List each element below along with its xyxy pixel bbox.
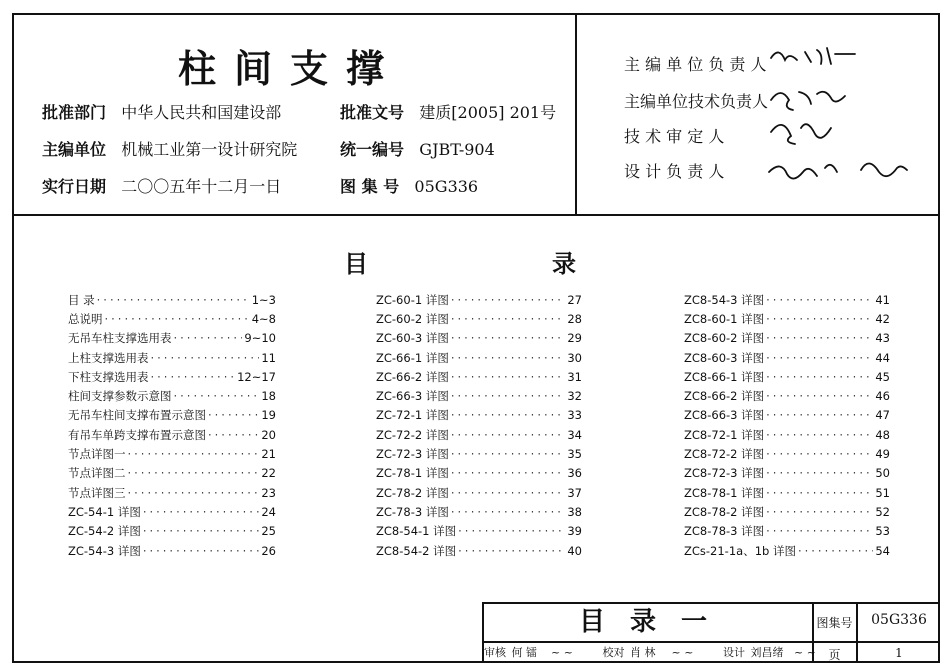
toc-entry-name: ZC8-54-1 详图 xyxy=(376,524,457,539)
role-name: 刘昌绪 xyxy=(750,646,784,659)
toc-entry-name: ZC-78-3 详图 xyxy=(376,504,449,519)
toc-entry-name: 节点详图二 xyxy=(68,466,126,481)
toc-entry-page: 33 xyxy=(567,408,582,423)
signature-row xyxy=(624,89,768,112)
toc-entry-name: 总说明 xyxy=(68,311,103,326)
toc-entry xyxy=(684,386,890,405)
toc-leader-dots xyxy=(766,370,873,384)
toc-entry xyxy=(68,406,276,425)
toc-entry-name: ZC-60-2 详图 xyxy=(376,311,449,326)
role-label: 设计 xyxy=(723,646,745,659)
toc-leader-dots xyxy=(208,408,259,422)
toc-entry xyxy=(68,541,276,560)
toc-entry-page: 53 xyxy=(875,524,890,539)
info-row-unified-no xyxy=(340,137,495,160)
toc-entry-page: 54 xyxy=(875,543,890,558)
toc-entry-page: 40 xyxy=(567,543,582,558)
role-name: 肖 林 xyxy=(630,646,656,659)
toc-entry-page: 4~8 xyxy=(251,311,276,326)
toc-entry xyxy=(376,290,582,309)
signature-role: 设 计 负 责 人 xyxy=(624,162,725,181)
toc-entry-page: 35 xyxy=(567,447,582,462)
toc-entry-name: ZC-72-1 详图 xyxy=(376,408,449,423)
toc-entry-name: 节点详图三 xyxy=(68,485,126,500)
toc-entry-name: ZC-72-2 详图 xyxy=(376,427,449,442)
info-value: 建质[2005] 201号 xyxy=(419,103,557,122)
role-signature-scribble: ~ ~ xyxy=(794,646,816,659)
toc-entry-page: 43 xyxy=(875,331,890,346)
toc-entry-name: ZC-78-1 详图 xyxy=(376,466,449,481)
toc-entry xyxy=(68,444,276,463)
info-key: 统一编号 xyxy=(340,140,405,159)
toc-entry xyxy=(68,309,276,328)
toc-entry-page: 32 xyxy=(567,389,582,404)
toc-entry-page: 24 xyxy=(261,504,276,519)
toc-leader-dots xyxy=(451,428,566,442)
title-block xyxy=(482,602,940,663)
toc-entry-page: 51 xyxy=(875,485,890,500)
info-key: 图 集 号 xyxy=(340,177,400,196)
toc-leader-dots xyxy=(128,486,260,500)
toc-entry-page: 19 xyxy=(261,408,276,423)
toc-entry-name: ZC8-60-1 详图 xyxy=(684,311,765,326)
toc-entry-name: 无吊车柱支撑选用表 xyxy=(68,331,172,346)
toc-leader-dots xyxy=(451,331,566,345)
toc-entry-page: 21 xyxy=(261,447,276,462)
toc-leader-dots xyxy=(458,544,565,558)
toc-entry xyxy=(68,425,276,444)
toc-entry xyxy=(376,406,582,425)
toc-entry-page: 27 xyxy=(567,292,582,307)
toc-entry-name: 上柱支撑选用表 xyxy=(68,350,149,365)
toc-leader-dots xyxy=(143,505,260,519)
toc-entry-name: 目 录 xyxy=(68,292,95,307)
toc-entry xyxy=(68,290,276,309)
toc-entry-name: ZC8-72-1 详图 xyxy=(684,427,765,442)
toc-leader-dots xyxy=(766,447,873,461)
toc-leader-dots xyxy=(766,486,873,500)
toc-leader-dots xyxy=(451,466,566,480)
toc-entry xyxy=(376,444,582,463)
toc-entry-page: 46 xyxy=(875,389,890,404)
toc-leader-dots xyxy=(105,312,250,326)
page-label: 页 xyxy=(828,648,841,662)
toc-entry xyxy=(68,483,276,502)
toc-leader-dots xyxy=(766,312,873,326)
toc-entry-name: ZC8-54-2 详图 xyxy=(376,543,457,558)
toc-entry-name: ZC-66-1 详图 xyxy=(376,350,449,365)
toc-entry-page: 30 xyxy=(567,350,582,365)
toc-leader-dots xyxy=(143,524,260,538)
toc-entry-name: 柱间支撑参数示意图 xyxy=(68,389,172,404)
toc-entry xyxy=(68,367,276,386)
toc-entry-name: ZC8-72-2 详图 xyxy=(684,447,765,462)
toc-entry-page: 41 xyxy=(875,292,890,307)
toc-leader-dots xyxy=(451,312,566,326)
toc-leader-dots xyxy=(451,505,566,519)
role-signature-scribble: ~ ~ xyxy=(551,646,573,659)
toc-leader-dots xyxy=(451,486,566,500)
toc-entry-page: 12~17 xyxy=(237,369,276,384)
toc-entry-name: ZC8-78-3 详图 xyxy=(684,524,765,539)
toc-entry xyxy=(376,502,582,521)
toc-entry-name: ZC-72-3 详图 xyxy=(376,447,449,462)
signature-role: 主 编 单 位 负 责 人 xyxy=(624,55,767,74)
toc-leader-dots xyxy=(128,466,260,480)
toc-entry xyxy=(376,425,582,444)
toc-entry-name: ZC8-72-3 详图 xyxy=(684,466,765,481)
info-value: 二〇〇五年十二月一日 xyxy=(121,177,282,196)
toc-entry xyxy=(684,348,890,367)
toc-entry xyxy=(684,464,890,483)
toc-column-2 xyxy=(376,290,582,560)
toc-entry xyxy=(684,329,890,348)
info-row-atlas-no xyxy=(340,174,478,197)
toc-leader-dots xyxy=(766,351,873,365)
toc-leader-dots xyxy=(151,351,260,365)
role-label: 审核 xyxy=(484,646,506,659)
toc-entry-page: 26 xyxy=(261,543,276,558)
toc-leader-dots xyxy=(458,524,565,538)
toc-entry-page: 38 xyxy=(567,504,582,519)
toc-entry-page: 25 xyxy=(261,524,276,539)
toc-entry xyxy=(68,522,276,541)
signature-role: 技 术 审 定 人 xyxy=(624,127,725,146)
toc-entry-page: 49 xyxy=(875,447,890,462)
toc-leader-dots xyxy=(798,544,873,558)
toc-entry xyxy=(684,309,890,328)
toc-entry-page: 11 xyxy=(261,350,276,365)
toc-entry-page: 18 xyxy=(261,389,276,404)
toc-entry xyxy=(376,464,582,483)
toc-entry-page: 31 xyxy=(567,369,582,384)
toc-entry-name: ZCs-21-1a、1b 详图 xyxy=(684,543,796,558)
toc-entry-name: ZC8-66-1 详图 xyxy=(684,369,765,384)
toc-entry xyxy=(376,329,582,348)
toc-leader-dots xyxy=(97,293,250,307)
toc-leader-dots xyxy=(766,389,873,403)
toc-column-3 xyxy=(684,290,890,560)
toc-leader-dots xyxy=(151,370,236,384)
info-value: 中华人民共和国建设部 xyxy=(121,103,282,122)
signature-row xyxy=(624,124,724,147)
toc-entry-name: ZC-54-1 详图 xyxy=(68,504,141,519)
atlas-number-value: 05G336 xyxy=(871,612,927,628)
toc-entry-name: ZC8-66-2 详图 xyxy=(684,389,765,404)
signature-row xyxy=(624,52,767,75)
toc-leader-dots xyxy=(766,505,873,519)
role-signature-scribble: ~ ~ xyxy=(671,646,694,659)
info-row-date xyxy=(42,174,281,197)
info-value: 机械工业第一设计研究院 xyxy=(121,140,298,159)
toc-entry xyxy=(684,406,890,425)
toc-leader-dots xyxy=(766,524,873,538)
info-value: GJBT-904 xyxy=(419,140,495,159)
toc-entry-page: 45 xyxy=(875,369,890,384)
info-row-editor xyxy=(42,137,297,160)
info-value: 05G336 xyxy=(414,177,479,196)
toc-leader-dots xyxy=(174,389,260,403)
role-label: 校对 xyxy=(602,646,625,659)
info-key: 主编单位 xyxy=(42,140,107,159)
toc-entry xyxy=(684,522,890,541)
toc-leader-dots xyxy=(451,389,566,403)
toc-entry xyxy=(376,483,582,502)
toc-entry xyxy=(376,541,582,560)
toc-heading-left: 目 xyxy=(344,249,368,278)
signature-row xyxy=(624,159,724,182)
toc-entry-page: 37 xyxy=(567,485,582,500)
info-row-approval-no xyxy=(340,100,556,123)
toc-entry-name: ZC8-60-2 详图 xyxy=(684,331,765,346)
toc-entry-name: ZC-60-3 详图 xyxy=(376,331,449,346)
toc-leader-dots xyxy=(451,351,566,365)
info-row-approval xyxy=(42,100,281,123)
toc-leader-dots xyxy=(174,331,243,345)
toc-entry xyxy=(376,309,582,328)
toc-entry-name: ZC-66-3 详图 xyxy=(376,389,449,404)
toc-column-1 xyxy=(68,290,276,560)
toc-leader-dots xyxy=(766,331,873,345)
toc-entry-page: 34 xyxy=(567,427,582,442)
toc-entry xyxy=(68,502,276,521)
toc-leader-dots xyxy=(128,447,260,461)
toc-entry-page: 9~10 xyxy=(244,331,276,346)
toc-entry xyxy=(68,348,276,367)
toc-leader-dots xyxy=(766,408,873,422)
toc-entry-page: 29 xyxy=(567,331,582,346)
toc-entry xyxy=(684,425,890,444)
drawing-name: 目 录 一 xyxy=(578,607,716,637)
page-value: 1 xyxy=(895,646,903,660)
toc-entry-page: 28 xyxy=(567,311,582,326)
toc-leader-dots xyxy=(766,428,873,442)
toc-entry-name: ZC-60-1 详图 xyxy=(376,292,449,307)
title-block-roles xyxy=(482,642,816,663)
header-vertical-divider xyxy=(575,13,577,215)
toc-entry xyxy=(684,444,890,463)
toc-entry xyxy=(376,348,582,367)
signature-role: 主编单位技术负责人 xyxy=(624,92,769,111)
info-key: 批准文号 xyxy=(340,103,405,122)
toc-entry xyxy=(376,386,582,405)
toc-leader-dots xyxy=(451,408,566,422)
toc-entry xyxy=(684,541,890,560)
atlas-title: 柱间支撑 xyxy=(177,46,402,91)
toc-entry xyxy=(68,386,276,405)
toc-entry-name: ZC8-78-2 详图 xyxy=(684,504,765,519)
atlas-number-label: 图集号 xyxy=(816,616,853,630)
toc-entry-page: 22 xyxy=(261,466,276,481)
toc-entry xyxy=(684,367,890,386)
toc-entry-name: ZC-54-3 详图 xyxy=(68,543,141,558)
toc-entry xyxy=(684,483,890,502)
toc-entry xyxy=(376,367,582,386)
toc-entry-name: ZC8-66-3 详图 xyxy=(684,408,765,423)
toc-entry-name: 无吊车柱间支撑布置示意图 xyxy=(68,408,206,423)
toc-entry xyxy=(68,329,276,348)
info-key: 批准部门 xyxy=(42,103,107,122)
toc-entry-name: 节点详图一 xyxy=(68,447,126,462)
toc-entry xyxy=(376,522,582,541)
toc-entry-page: 52 xyxy=(875,504,890,519)
toc-entry-page: 42 xyxy=(875,311,890,326)
toc-entry-page: 50 xyxy=(875,466,890,481)
toc-entry-name: 有吊车单跨支撑布置示意图 xyxy=(68,427,206,442)
toc-entry xyxy=(684,502,890,521)
toc-leader-dots xyxy=(451,447,566,461)
toc-entry-name: ZC-66-2 详图 xyxy=(376,369,449,384)
toc-heading-right: 录 xyxy=(552,249,576,278)
toc-leader-dots xyxy=(451,293,566,307)
toc-entry-page: 48 xyxy=(875,427,890,442)
toc-entry-name: ZC-78-2 详图 xyxy=(376,485,449,500)
toc-entry-name: ZC8-54-3 详图 xyxy=(684,292,765,307)
toc-entry-name: ZC-54-2 详图 xyxy=(68,524,141,539)
toc-leader-dots xyxy=(766,466,873,480)
toc-leader-dots xyxy=(143,544,260,558)
handwritten-signatures xyxy=(765,40,925,200)
toc-entry-page: 23 xyxy=(261,485,276,500)
toc-leader-dots xyxy=(451,370,566,384)
toc-entry-page: 20 xyxy=(261,427,276,442)
toc-entry-name: ZC8-78-1 详图 xyxy=(684,485,765,500)
toc-entry-page: 1~3 xyxy=(251,292,276,307)
toc-entry-page: 39 xyxy=(567,524,582,539)
toc-entry-page: 36 xyxy=(567,466,582,481)
toc-entry xyxy=(68,464,276,483)
toc-entry-name: ZC8-60-3 详图 xyxy=(684,350,765,365)
toc-entry-page: 44 xyxy=(875,350,890,365)
toc-entry-name: 下柱支撑选用表 xyxy=(68,369,149,384)
header-divider xyxy=(12,214,940,216)
role-name: 何 镭 xyxy=(511,646,537,659)
toc-leader-dots xyxy=(208,428,259,442)
toc-entry xyxy=(684,290,890,309)
toc-entry-page: 47 xyxy=(875,408,890,423)
info-key: 实行日期 xyxy=(42,177,107,196)
toc-leader-dots xyxy=(766,293,873,307)
